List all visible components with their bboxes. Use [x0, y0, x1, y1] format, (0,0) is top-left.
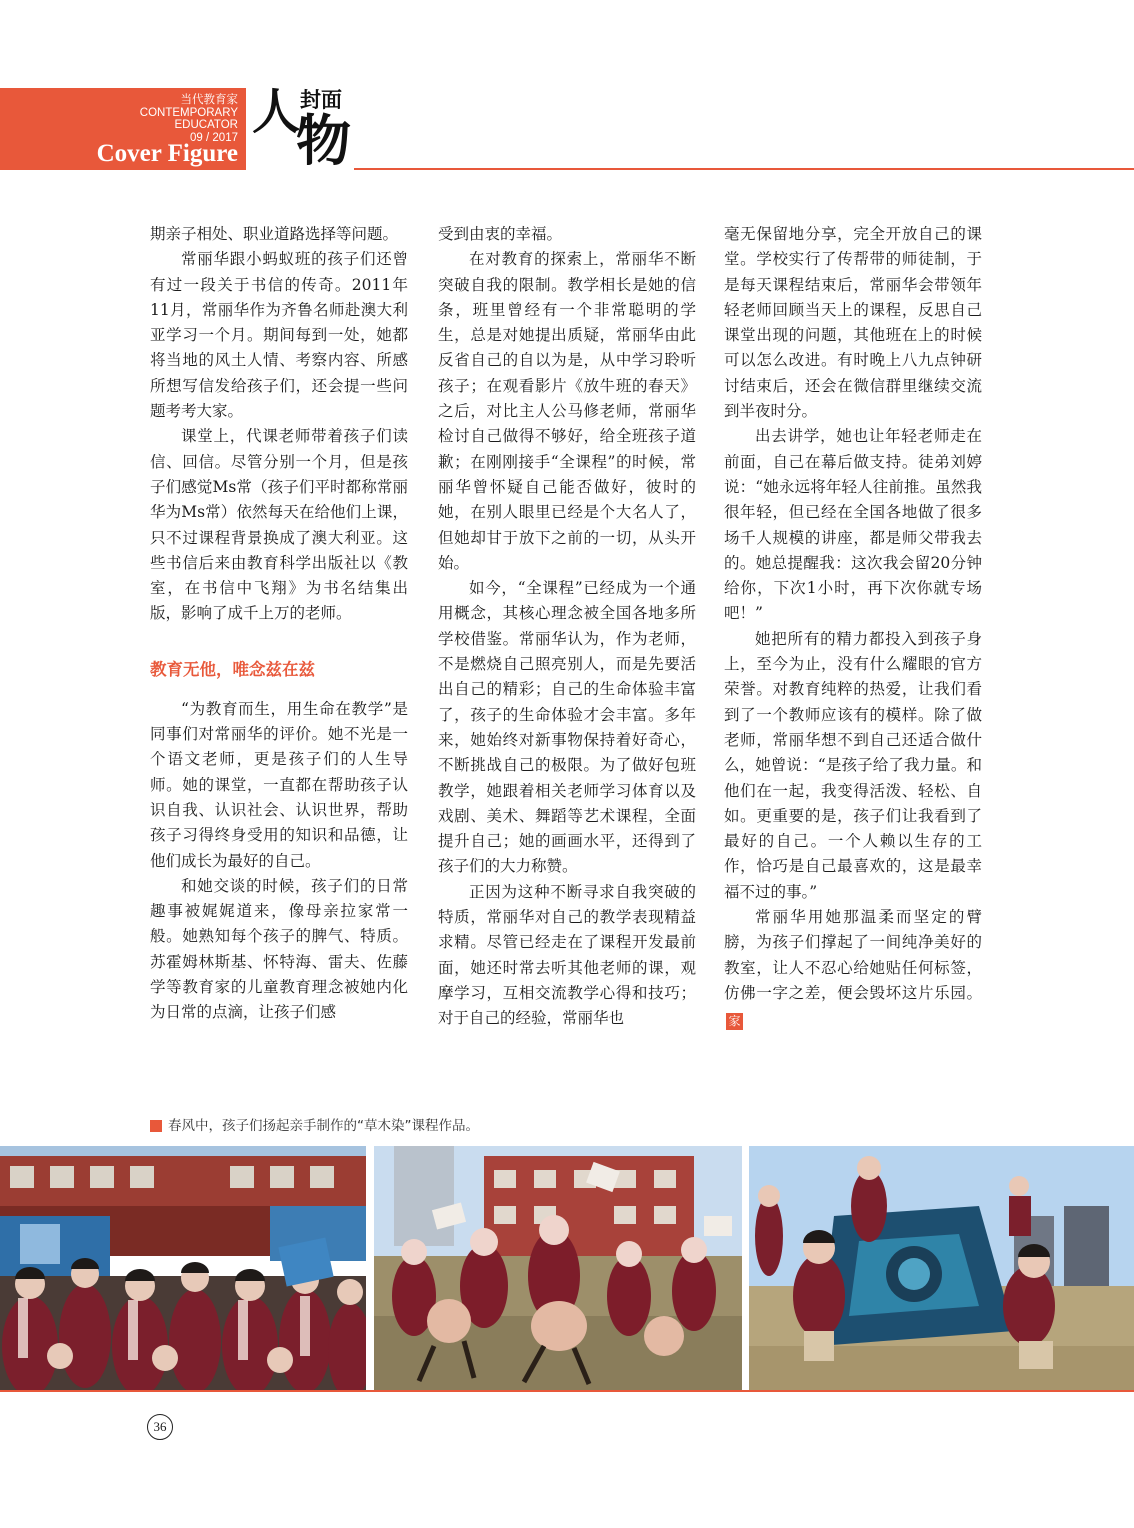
header-rule [0, 168, 1134, 170]
paragraph: 和她交谈的时候，孩子们的日常趣事被娓娓道来，像母亲拉家常一般。她熟知每个孩子的脾气、特质。苏霍姆林斯基、怀特海、雷夫、佐藤学等教育家的儿童教育理念被她内化为日常的点滴，让孩子们感 [150, 876, 408, 1022]
page-number: 36 [147, 1414, 173, 1440]
magazine-name-en-2: EDUCATOR [174, 119, 238, 131]
paragraph: 受到由衷的幸福。 [438, 225, 563, 243]
paragraph: “为教育而生，用生命在教学”是同事们对常丽华的评价。她不光是一个语文老师，更是孩子们的人生导师。她的课堂，一直都在帮助孩子认识自我、认识社会、认识世界，帮助孩子习得终身受用的知识和品德，让他们成长为最好的自己。 [150, 699, 408, 870]
magazine-name-cn: 当代教育家 [180, 94, 238, 106]
issue-date: 09 / 2017 [190, 131, 238, 144]
section-title-char-2: 物 [296, 109, 352, 173]
photo-children-scarves [0, 1146, 366, 1390]
footer-rule [0, 1390, 1134, 1392]
paragraph: 毫无保留地分享，完全开放自己的课堂。学校实行了传帮带的师徒制，于是每天课程结束后，常丽华会带领年轻老师回顾当天上的课程，反思自己课堂出现的问题，其他班在上的时候可以怎么改进。有时晚上八九点钟研讨结束后，还会在微信群里继续交流到半夜时分。 [724, 225, 982, 421]
magazine-name-en-1: CONTEMPORARY [139, 106, 238, 119]
paragraph: 出去讲学，她也让年轻老师走在前面，自己在幕后做支持。徒弟刘婷说：“她永远将年轻人往前推。虽然我很年轻，但已经在全国各地做了很多场千人规模的讲座，都是师父带我去的。她总提醒我：这次我会留20分钟给你，下次1小时，再下次你就专场吧！” [724, 427, 982, 623]
paragraph: 课堂上，代课老师带着孩子们读信、回信。尽管分别一个月，但是孩子们感觉Ms常（孩子们平时都称常丽华为Ms常）依然每天在给他们上课，只不过课程背景换成了澳大利亚。这些书信后来由教育科学出版社以《教室，在书信中飞翔》为书名结集出版，影响了成千上万的老师。 [150, 427, 408, 623]
end-mark-icon: 家 [726, 1013, 743, 1030]
paragraph: 期亲子相处、职业道路选择等问题。 [150, 225, 399, 243]
paragraph: 正因为这种不断寻求自我突破的特质，常丽华对自己的教学表现精益求精。尽管已经走在了课程开发最前面，她还时常去听其他老师的课，观摩学习，互相交流教学心得和技巧；对于自己的经验，常丽华也 [438, 882, 696, 1028]
section-title-char-1: 人 [252, 84, 301, 140]
paragraph: 在对教育的探索上，常丽华不断突破自我的限制。教学相长是她的信条，班里曾经有一个非常聪明的学生，总是对她提出质疑，常丽华由此反省自己的自以为是，从中学习聆听孩子；在观看影片《放牛班的春天》之后，对比主人公马修老师，常丽华检讨自己做得不够好，给全班孩子道歉；在刚刚接手“全课程”的时候，常丽华曾怀疑自己能否做好，彼时的她，在别人眼里已经是个大名人了，但她却甘于放下之前的一切，从头开始。 [438, 250, 696, 572]
section-heading: 教育无他，唯念兹在兹 [150, 659, 315, 679]
text-column-1 [150, 222, 408, 1026]
photo-children-dancing [374, 1146, 742, 1390]
magazine-meta [100, 94, 238, 144]
paragraph [724, 905, 982, 1031]
paragraph: 她把所有的精力都投入到孩子身上，至今为止，没有什么耀眼的官方荣誉。对教育纯粹的热爱，让我们看到了一个教师应该有的模样。除了做老师，常丽华想不到自己还适合做什么，她曾说：“是孩子给了我力量。和他们在一起，我变得活泼、轻松、自如。更重要的是，孩子们让我看到了最好的自己。一个人赖以生存的工作，恰巧是自己最喜欢的，这是最幸福不过的事。” [724, 629, 982, 901]
paragraph: 常丽华跟小蚂蚁班的孩子们还曾有过一段关于书信的传奇。2011年11月，常丽华作为齐鲁名师赴澳大利亚学习一个月。期间每到一处，她都将当地的风土人情、考察内容、所感所想写信发给孩子们，还会提一些问题考考大家。 [150, 250, 408, 421]
photo-children-fabric [749, 1146, 1134, 1390]
section-title-small: 封面 [300, 88, 342, 112]
section-title-en: Cover Figure [96, 140, 238, 167]
caption-marker-icon [150, 1120, 162, 1132]
paragraph: 如今，“全课程”已经成为一个通用概念，其核心理念被全国各地多所学校借鉴。常丽华认为，作为老师，不是燃烧自己照亮别人，而是先要活出自己的精彩；自己的生命体验丰富了，孩子的生命体验才会丰富。多年来，她始终对新事物保持着好奇心，不断挑战自己的极限。为了做好包班教学，她跟着相关老师学习体育以及戏剧、美术、舞蹈等艺术课程，全面提升自己；她的画画水平，还得到了孩子们的大力称赞。 [438, 579, 696, 876]
paragraph-text: 常丽华用她那温柔而坚定的臂膀，为孩子们撑起了一间纯净美好的教室，让人不忍心给她贴任何标签，仿佛一字之差，便会毁坏这片乐园。 [724, 908, 982, 1002]
text-column-3 [724, 222, 982, 1032]
text-column-2 [438, 222, 696, 1032]
photo-caption: 春风中，孩子们扬起亲手制作的“草木染”课程作品。 [168, 1118, 479, 1134]
